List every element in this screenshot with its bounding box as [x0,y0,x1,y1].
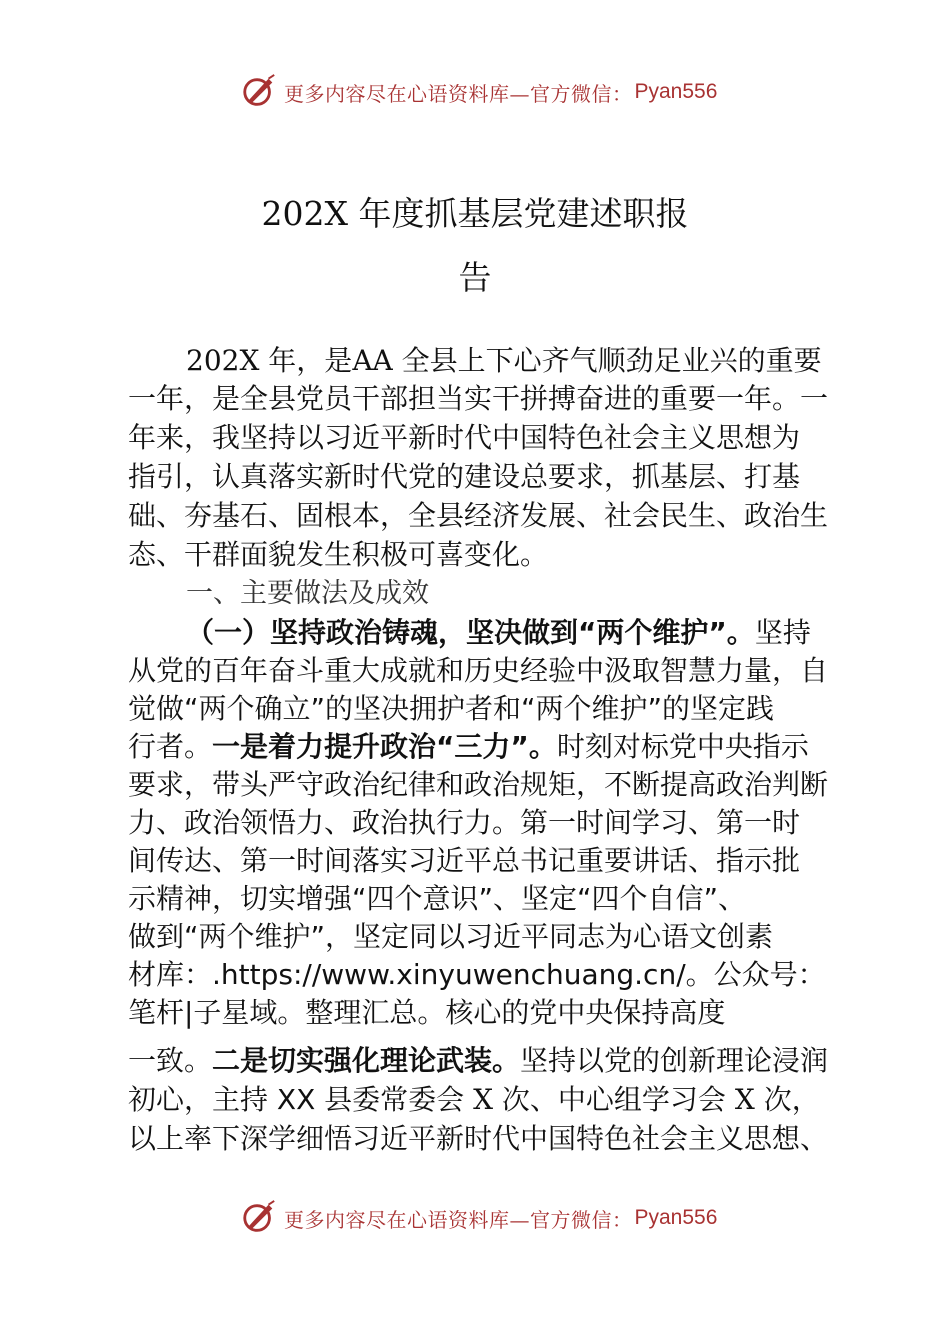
para2-x: X [734,1083,755,1116]
quill-logo-icon [240,1199,278,1237]
page-title-line2: 告 [458,258,492,297]
intro-line-4: 指引，认真落实新时代党的建设总要求，抓基层、打基 [128,460,801,493]
intro-aa: AA [352,344,393,377]
title-year: 202X [261,194,348,233]
para1-text: 行者。 [128,730,213,763]
para1-line-8: 示精神，切实增强“四个意识”、坚定“四个自信”、 [128,882,747,915]
para1-bold-heading: （一）坚持政治铸魂，坚决做到“两个维护”。 [186,616,755,649]
para1-line-10: 材库：.https://www.xinyuwenchuang.cn/。公众号： [128,958,826,991]
para2-text: 次， [763,1083,820,1116]
para1-line-11: 笔杆|子星域。整理汇总。核心的党中央保持高度 [128,996,726,1029]
intro-line-5: 础、夯基石、固根本，全县经济发展、社会民生、政治生 [128,499,829,532]
para1-line-6: 力、政治领悟力、政治执行力。第一时间学习、第一时 [128,806,801,839]
para2-text: 坚持以党的创新理论浸润 [520,1044,829,1077]
intro-text: 全县上下心齐气顺劲足业兴的重要 [401,344,822,377]
banner-text: 更多内容尽在心语资料库—官方微信： [284,1207,633,1232]
page-title-line1 [0,188,950,235]
para1-line-7: 间传达、第一时间落实习近平总书记重要讲话、指示批 [128,844,801,877]
title-text: 年度抓基层党建述职报 [358,194,689,233]
para1-text: 坚持 [754,616,811,649]
para1-line-9: 做到“两个维护”，坚定同以习近平同志为心语文创素 [128,920,774,953]
section-heading: 一、主要做法及成效 [186,578,429,609]
intro-line-3: 年来，我坚持以习近平新时代中国特色社会主义思想为 [128,421,801,454]
banner-text: 更多内容尽在心语资料库—官方微信： [284,81,633,106]
para2-line-1 [128,1042,828,1080]
para1-line-5: 要求，带头严守政治纪律和政治规矩，不断提高政治判断 [128,768,829,801]
para1-line-4 [128,728,809,766]
para2-line-3: 以上率下深学细悟习近平新时代中国特色社会主义思想、 [128,1122,829,1155]
intro-line-6: 态、干群面貌发生积极可喜变化。 [128,538,549,571]
para2-x: X [473,1083,494,1116]
para1-line-3: 觉做“两个确立”的坚决拥护者和“两个维护”的坚定践 [128,692,775,725]
para2-text: 初心，主持 XX 县委常委会 [128,1083,465,1116]
para1-text: 时刻对标党中央指示 [556,730,809,763]
para2-bold-point: 二是切实强化理论武装。 [212,1044,521,1077]
para1-line-2: 从党的百年奋斗重大成就和历史经验中汲取智慧力量，自 [128,654,829,687]
para1-line-1 [186,614,811,652]
footer-banner [240,1196,717,1240]
header-banner [240,70,717,114]
intro-text: 年，是 [268,344,353,377]
para2-text: 次、中心组学习会 [501,1083,726,1116]
banner-wechat-id: Pyan556 [634,80,718,103]
intro-line-1 [186,342,822,380]
para1-bold-point: 一是着力提升政治“三力”。 [212,730,557,763]
para2-text: 一致。 [128,1044,213,1077]
intro-line-2: 一年，是全县党员干部担当实干拼搏奋进的重要一年。一 [128,382,829,415]
intro-year: 202X [186,344,260,377]
para2-line-2 [128,1081,820,1119]
quill-logo-icon [240,73,278,111]
banner-wechat-id: Pyan556 [634,1206,718,1229]
